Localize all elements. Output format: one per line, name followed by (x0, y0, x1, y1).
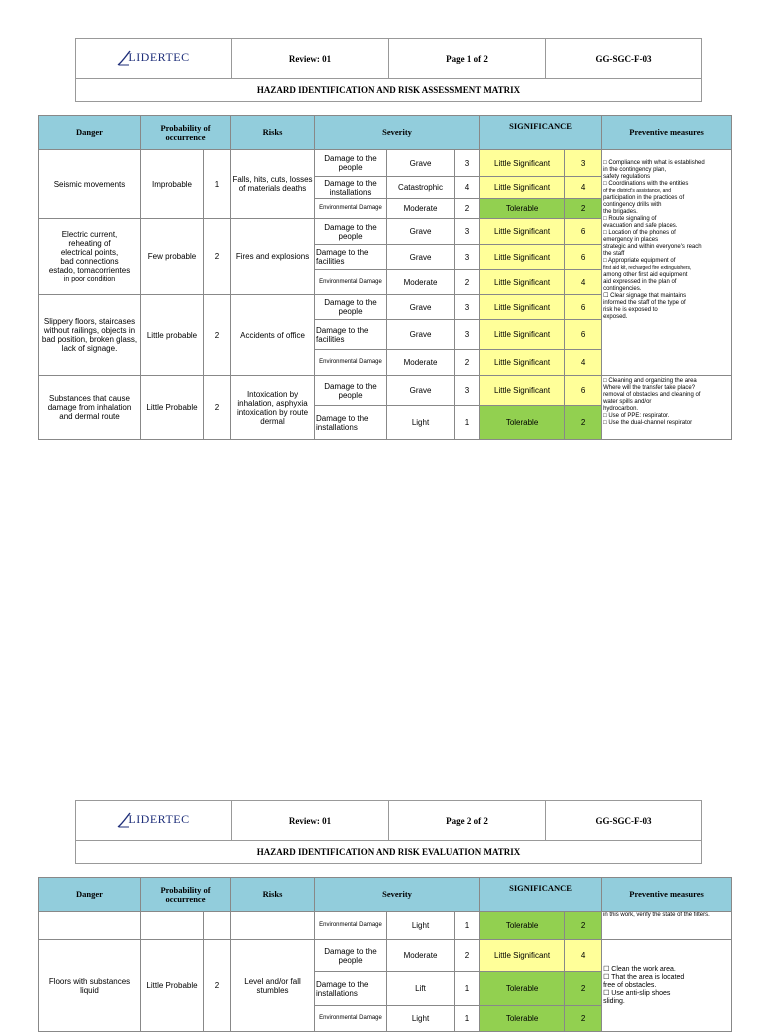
significance-cell: Little Significant (480, 350, 565, 376)
significance-value: 2 (565, 912, 602, 940)
severity-cell: Moderate (387, 270, 455, 295)
danger-line: electrical points, (60, 247, 119, 257)
document-header (75, 38, 702, 102)
document-header (75, 800, 702, 864)
risks-cell: Fires and explosions (231, 219, 315, 295)
preventive-line: aid expressed in the plan of (603, 279, 677, 285)
preventive-line: sliding. (603, 997, 625, 1005)
preventive-line: ☐ Clear signage that maintains (603, 293, 687, 299)
significance-value: 4 (565, 270, 602, 295)
preventive-line: of the district's assistance, and (603, 188, 671, 194)
danger-line: in poor condition (63, 275, 116, 283)
preventive-line: contingency drills with (603, 202, 662, 208)
header-danger: Danger (39, 116, 141, 150)
damage-cell: Damage to the installations (315, 177, 387, 199)
significance-value: 4 (565, 177, 602, 199)
significance-value: 2 (565, 406, 602, 440)
preventive-line: risk he is exposed to (603, 307, 658, 313)
review-label: Review: 01 (232, 39, 389, 79)
severity-value: 2 (455, 199, 480, 219)
severity-cell: Light (387, 1006, 455, 1032)
page-number: Page 1 of 2 (389, 39, 546, 79)
risks-cell: Accidents of office (231, 295, 315, 376)
severity-value: 1 (455, 406, 480, 440)
severity-value: 3 (455, 376, 480, 406)
probability-cell: Few probable (141, 219, 204, 295)
significance-cell: Little Significant (480, 376, 565, 406)
document-title: HAZARD IDENTIFICATION AND RISK EVALUATION MATRIX (76, 841, 702, 864)
preventive-line: ☐ That the area is located (603, 973, 685, 981)
severity-value: 1 (455, 1006, 480, 1032)
risks-cell: Level and/or fall stumbles (231, 940, 315, 1032)
preventive-line: □ Use of PPE: respirator. (603, 413, 670, 419)
preventive-line: □ Route signaling of (603, 216, 657, 222)
document-code: GG-SGC-F-03 (546, 801, 702, 841)
header-risks: Risks (231, 116, 315, 150)
preventive-line: strategic and within everyone's reach (603, 244, 702, 250)
danger-line: Electric current, (61, 229, 118, 239)
probability-cell: Little Probable (141, 940, 204, 1032)
significance-cell: Tolerable (480, 199, 565, 219)
preventive-line: removal of obstacles and cleaning of (603, 392, 701, 398)
preventive-line: free of obstacles. (603, 981, 657, 989)
preventive-line: the brigades. (603, 209, 638, 215)
header-severity: Severity (315, 116, 480, 150)
preventive-line: informed the staff of the type of (603, 300, 686, 306)
header-severity: Severity (315, 878, 480, 912)
table-row (39, 150, 732, 177)
preventive-measures-cell (602, 376, 732, 440)
significance-cell: Little Significant (480, 320, 565, 350)
damage-cell: Damage to the facilities (315, 245, 387, 270)
significance-value: 6 (565, 320, 602, 350)
severity-cell: Moderate (387, 199, 455, 219)
preventive-line: □ Coordinations with the entities (603, 181, 689, 187)
logo-text: LIDERTEC (128, 812, 190, 826)
severity-cell: Light (387, 406, 455, 440)
significance-cell: Tolerable (480, 406, 565, 440)
damage-cell: Environmental Damage (315, 270, 387, 295)
severity-cell: Grave (387, 295, 455, 320)
damage-cell: Environmental Damage (315, 912, 387, 940)
header-preventive: Preventive measures (602, 116, 732, 150)
preventive-line: □ Appropriate equipment of (603, 258, 676, 264)
preventive-line: Where will the transfer take place? (603, 385, 696, 391)
severity-cell: Grave (387, 245, 455, 270)
significance-value: 2 (565, 199, 602, 219)
damage-cell: Environmental Damage (315, 350, 387, 376)
severity-value: 2 (455, 270, 480, 295)
danger-cell: Floors with substances liquid (39, 940, 141, 1032)
significance-value: 3 (565, 150, 602, 177)
probability-value: 2 (204, 219, 231, 295)
damage-cell: Damage to the people (315, 376, 387, 406)
probability-cell (141, 912, 204, 940)
severity-value: 2 (455, 940, 480, 972)
review-label: Review: 01 (232, 801, 389, 841)
header-significance: SIGNIFICANCE (480, 116, 602, 150)
page-number: Page 2 of 2 (389, 801, 546, 841)
severity-value: 3 (455, 320, 480, 350)
danger-line: bad connections (60, 256, 119, 266)
danger-cell: Slippery floors, staircases without railings, objects in bad position, broken glass, lack of signage. (39, 295, 141, 376)
severity-value: 1 (455, 912, 480, 940)
severity-value: 3 (455, 219, 480, 245)
preventive-line: among other first aid equipment (603, 272, 688, 278)
significance-value: 2 (565, 1006, 602, 1032)
header-significance: SIGNIFICANCE (480, 878, 602, 912)
preventive-line: □ Cleaning and organizing the area (603, 378, 697, 384)
damage-cell: Damage to the facilities (315, 320, 387, 350)
preventive-line: safety regulations (603, 174, 651, 180)
damage-cell: Damage to the people (315, 150, 387, 177)
table-row (39, 940, 732, 972)
table-row (39, 376, 732, 406)
damage-cell: Environmental Damage (315, 199, 387, 219)
damage-cell: Damage to the people (315, 940, 387, 972)
probability-value: 2 (204, 940, 231, 1032)
significance-cell: Little Significant (480, 177, 565, 199)
severity-value: 3 (455, 295, 480, 320)
preventive-measures-cell (602, 150, 732, 376)
risks-cell: Falls, hits, cuts, losses of materials deaths (231, 150, 315, 219)
risk-matrix-table (38, 877, 732, 1032)
probability-value: 1 (204, 150, 231, 219)
significance-cell: Tolerable (480, 912, 565, 940)
severity-cell: Catastrophic (387, 177, 455, 199)
header-row (39, 878, 732, 912)
probability-cell: Improbable (141, 150, 204, 219)
severity-value: 3 (455, 150, 480, 177)
company-logo (76, 39, 232, 79)
table-row (39, 912, 732, 940)
header-risks: Risks (231, 878, 315, 912)
preventive-line: the staff (603, 251, 625, 257)
probability-cell: Little Probable (141, 376, 204, 440)
header-probability: Probability of occurrence (141, 878, 231, 912)
preventive-line: evacuation and safe places. (603, 223, 678, 229)
preventive-line: water spills and/or (603, 399, 652, 405)
significance-cell: Little Significant (480, 219, 565, 245)
significance-cell: Little Significant (480, 270, 565, 295)
preventive-measures-cell (602, 940, 732, 1032)
preventive-line: □ Use the dual-channel respirator (603, 420, 693, 426)
significance-value: 2 (565, 972, 602, 1006)
significance-cell: Little Significant (480, 245, 565, 270)
probability-value: 2 (204, 376, 231, 440)
document-code: GG-SGC-F-03 (546, 39, 702, 79)
severity-cell: Lift (387, 972, 455, 1006)
preventive-line: participation in the practices of (603, 195, 685, 201)
probability-value: 2 (204, 295, 231, 376)
preventive-measures-cell: in this work, verify the state of the filters. (602, 912, 732, 940)
risk-matrix-table (38, 115, 732, 440)
damage-cell: Environmental Damage (315, 1006, 387, 1032)
significance-value: 4 (565, 350, 602, 376)
significance-cell: Tolerable (480, 972, 565, 1006)
header-preventive: Preventive measures (602, 878, 732, 912)
preventive-line: ☐ Use anti-slip shoes (603, 989, 671, 997)
risks-cell (231, 912, 315, 940)
severity-value: 1 (455, 972, 480, 1006)
damage-cell: Damage to the people (315, 219, 387, 245)
header-danger: Danger (39, 878, 141, 912)
probability-cell: Little probable (141, 295, 204, 376)
severity-cell: Moderate (387, 350, 455, 376)
danger-cell: Substances that cause damage from inhalation and dermal route (39, 376, 141, 440)
significance-value: 6 (565, 245, 602, 270)
risks-cell: Intoxication by inhalation, asphyxia intoxication by route dermal (231, 376, 315, 440)
damage-cell: Damage to the installations (315, 972, 387, 1006)
preventive-line: □ Compliance with what is established (603, 160, 705, 166)
company-logo (76, 801, 232, 841)
header-row (39, 116, 732, 150)
document-title: HAZARD IDENTIFICATION AND RISK ASSESSMENT MATRIX (76, 79, 702, 102)
danger-cell: Seismic movements (39, 150, 141, 219)
severity-value: 4 (455, 177, 480, 199)
significance-cell: Tolerable (480, 1006, 565, 1032)
preventive-line: hydrocarbon. (603, 406, 639, 412)
severity-value: 2 (455, 350, 480, 376)
severity-cell: Grave (387, 150, 455, 177)
severity-cell: Grave (387, 376, 455, 406)
damage-cell: Damage to the installations (315, 406, 387, 440)
severity-cell: Grave (387, 320, 455, 350)
preventive-line: □ Location of the phones of (603, 230, 676, 236)
preventive-line: in the contingency plan, (603, 167, 667, 173)
significance-cell: Little Significant (480, 940, 565, 972)
severity-cell: Moderate (387, 940, 455, 972)
preventive-line: first aid kit, recharged fire extinguishers, (603, 265, 692, 271)
danger-cell (39, 912, 141, 940)
severity-value: 3 (455, 245, 480, 270)
probability-value (204, 912, 231, 940)
danger-line: reheating of (68, 238, 111, 248)
danger-cell (39, 219, 141, 295)
preventive-line: emergency in places (603, 237, 659, 243)
danger-line: estado, tomacorrientes (48, 265, 131, 275)
significance-value: 6 (565, 295, 602, 320)
significance-cell: Little Significant (480, 150, 565, 177)
significance-value: 6 (565, 219, 602, 245)
preventive-line: contingencies. (603, 286, 642, 292)
damage-cell: Damage to the people (315, 295, 387, 320)
header-probability: Probability of occurrence (141, 116, 231, 150)
preventive-line: ☐ Clean the work area. (603, 965, 676, 973)
severity-cell: Grave (387, 219, 455, 245)
significance-value: 6 (565, 376, 602, 406)
significance-value: 4 (565, 940, 602, 972)
severity-cell: Light (387, 912, 455, 940)
preventive-line: exposed. (603, 314, 628, 320)
significance-cell: Little Significant (480, 295, 565, 320)
logo-text: LIDERTEC (128, 50, 190, 64)
